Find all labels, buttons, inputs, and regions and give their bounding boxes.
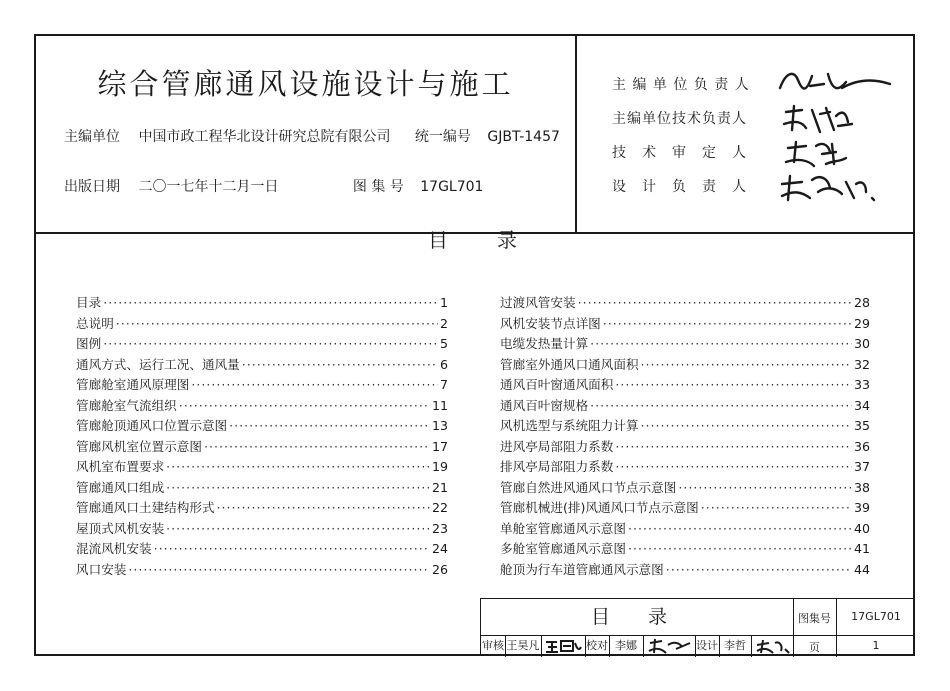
toc-left-column bbox=[76, 292, 448, 579]
toc-entry[interactable] bbox=[76, 354, 448, 375]
toc-leader-dots bbox=[641, 357, 852, 372]
date-label: 出版日期 bbox=[64, 179, 120, 195]
signoff-row bbox=[481, 635, 793, 657]
toc-entry-title: 目录 bbox=[76, 295, 102, 310]
toc-entry-title: 总说明 bbox=[76, 315, 114, 331]
org-label: 主编单位 bbox=[64, 129, 120, 145]
toc-entry-title: 管廊舱顶通风口位置示意图 bbox=[76, 418, 228, 433]
org-value: 中国市政工程华北设计研究总院有限公司 bbox=[138, 129, 391, 145]
review-label: 审核 bbox=[481, 635, 506, 657]
toc-entry[interactable] bbox=[76, 374, 448, 395]
toc-entry-title: 进风亭局部阻力系数 bbox=[500, 438, 614, 454]
toc-entry-title: 舱顶为行车道管廊通风示意图 bbox=[500, 561, 664, 577]
toc-entry-title: 风机安装节点详图 bbox=[500, 315, 601, 331]
toc-entry-page: 34 bbox=[853, 397, 870, 413]
toc-entry[interactable] bbox=[500, 456, 870, 477]
toc-leader-dots bbox=[603, 316, 852, 331]
review-name: 王昊凡 bbox=[505, 635, 542, 657]
toc-entry-title: 管廊机械进(排)风通风口节点示意图 bbox=[500, 500, 699, 515]
toc-leader-dots bbox=[242, 357, 438, 372]
toc-entry[interactable] bbox=[500, 292, 870, 313]
toc-leader-dots bbox=[578, 295, 852, 310]
toc-leader-dots bbox=[128, 562, 430, 577]
toc-entry-title: 管廊风机室位置示意图 bbox=[76, 438, 202, 454]
toc-leader-dots bbox=[628, 541, 852, 556]
toc-leader-dots bbox=[641, 418, 852, 433]
toc-leader-dots bbox=[628, 521, 852, 536]
toc-entry-title: 排风亭局部阻力系数 bbox=[500, 459, 614, 474]
toc-entry-page: 32 bbox=[853, 356, 870, 372]
design-signature bbox=[751, 635, 793, 657]
atlas-label: 图 集 号 bbox=[352, 179, 404, 195]
toc-entry-title: 风机室布置要求 bbox=[76, 459, 165, 474]
responsibility-2: 主编单位技术负责人 bbox=[612, 111, 747, 127]
toc-leader-dots bbox=[179, 398, 430, 413]
toc-entry-title: 混流风机安装 bbox=[76, 541, 152, 556]
toc-entry[interactable] bbox=[500, 436, 870, 457]
toc-entry[interactable] bbox=[76, 456, 448, 477]
toc-entry-title: 管廊舱室气流组织 bbox=[76, 397, 177, 413]
toc-leader-dots bbox=[615, 439, 852, 454]
review-signature bbox=[541, 635, 586, 657]
toc-entry[interactable] bbox=[76, 477, 448, 498]
toc-entry-title: 多舱室管廊通风示意图 bbox=[500, 541, 626, 556]
toc-entry[interactable] bbox=[500, 559, 870, 580]
toc-entry[interactable] bbox=[500, 538, 870, 559]
code-value: GJBT-1457 bbox=[487, 129, 560, 145]
responsibility-1: 主 编 单 位 负 责 人 bbox=[612, 77, 750, 93]
signature-3 bbox=[776, 136, 896, 170]
toc-entry[interactable] bbox=[76, 415, 448, 436]
toc-entry-page: 24 bbox=[431, 541, 448, 556]
toc-entry[interactable] bbox=[76, 538, 448, 559]
title-block bbox=[480, 598, 915, 656]
toc-leader-dots bbox=[116, 316, 438, 331]
toc-entry[interactable] bbox=[500, 374, 870, 395]
toc-entry-title: 管廊自然进风通风口节点示意图 bbox=[500, 479, 677, 495]
toc-entry[interactable] bbox=[500, 415, 870, 436]
toc-leader-dots bbox=[615, 377, 852, 392]
toc-leader-dots bbox=[166, 480, 430, 495]
toc-entry-page: 23 bbox=[431, 520, 448, 536]
toc-leader-dots bbox=[191, 377, 438, 392]
toc-entry-page: 5 bbox=[439, 336, 448, 351]
toc-entry-page: 40 bbox=[853, 520, 870, 536]
toc-entry[interactable] bbox=[76, 333, 448, 354]
toc-entry[interactable] bbox=[500, 518, 870, 539]
toc-entry-title: 通风方式、运行工况、通风量 bbox=[76, 356, 240, 372]
toc-entry-page: 33 bbox=[853, 377, 870, 392]
toc-leader-dots bbox=[217, 500, 430, 515]
toc-leader-dots bbox=[666, 562, 852, 577]
toc-entry-page: 21 bbox=[431, 479, 448, 495]
toc-entry[interactable] bbox=[500, 333, 870, 354]
toc-entry[interactable] bbox=[500, 395, 870, 416]
toc-entry-page: 7 bbox=[439, 377, 448, 392]
toc-entry-page: 22 bbox=[431, 500, 448, 515]
toc-leader-dots bbox=[103, 336, 438, 351]
toc-right-column bbox=[500, 292, 870, 579]
toc-leader-dots bbox=[103, 295, 438, 310]
header-divider bbox=[36, 232, 913, 234]
toc-entry-page: 44 bbox=[853, 561, 870, 577]
title-block-atlas-value: 17GL701 bbox=[851, 610, 901, 623]
title-block-name: 目 录 bbox=[590, 606, 684, 628]
toc-entry-title: 电缆发热量计算 bbox=[500, 336, 589, 351]
title-block-page-value: 1 bbox=[872, 639, 880, 652]
toc-entry[interactable] bbox=[76, 518, 448, 539]
toc-leader-dots bbox=[166, 459, 430, 474]
toc-entry-page: 30 bbox=[853, 336, 870, 351]
toc-entry-page: 35 bbox=[853, 418, 870, 433]
toc-entry-page: 13 bbox=[431, 418, 448, 433]
check-signature bbox=[643, 635, 696, 657]
toc-entry[interactable] bbox=[76, 313, 448, 334]
design-label: 设计 bbox=[695, 635, 720, 657]
responsibility-3: 技 术 审 定 人 bbox=[612, 145, 747, 161]
toc-title-left: 目 bbox=[428, 228, 448, 252]
toc-entry-title: 通风百叶窗通风面积 bbox=[500, 377, 614, 392]
toc-title-right: 录 bbox=[497, 228, 517, 252]
toc-entry-page: 36 bbox=[853, 438, 870, 454]
toc-entry-page: 11 bbox=[431, 397, 448, 413]
header-vertical-divider bbox=[575, 36, 577, 232]
toc-entry[interactable] bbox=[76, 436, 448, 457]
toc-entry-page: 1 bbox=[439, 295, 448, 310]
toc-entry-title: 图例 bbox=[76, 336, 102, 351]
toc-entry-page: 26 bbox=[431, 561, 448, 577]
org-row bbox=[64, 126, 560, 146]
responsibility-4: 设 计 负 责 人 bbox=[612, 179, 747, 195]
check-label: 校对 bbox=[585, 635, 610, 657]
toc-entry-title: 通风百叶窗规格 bbox=[500, 397, 589, 413]
toc-entry-page: 2 bbox=[439, 315, 448, 331]
title-block-atlas-label: 图集号 bbox=[798, 612, 831, 625]
toc-leader-dots bbox=[615, 459, 852, 474]
date-value: 二〇一七年十二月一日 bbox=[138, 179, 279, 195]
code-label: 统一编号 bbox=[414, 129, 471, 145]
toc-leader-dots bbox=[154, 541, 430, 556]
toc-entry-title: 屋顶式风机安装 bbox=[76, 520, 165, 536]
toc-leader-dots bbox=[166, 521, 430, 536]
signature-2 bbox=[776, 102, 896, 136]
signature-1 bbox=[776, 66, 896, 100]
toc-entry-title: 风机选型与系统阻力计算 bbox=[500, 418, 639, 433]
toc-entry-title: 管廊舱室通风原理图 bbox=[76, 377, 190, 392]
toc-entry-title: 过渡风管安装 bbox=[500, 295, 576, 310]
toc-entry-page: 19 bbox=[431, 459, 448, 474]
check-name: 李娜 bbox=[609, 635, 644, 657]
toc-entry-title: 风口安装 bbox=[76, 561, 127, 577]
date-row bbox=[64, 176, 483, 196]
toc-entry[interactable] bbox=[76, 292, 448, 313]
toc-leader-dots bbox=[229, 418, 430, 433]
toc-entry-title: 管廊室外通风口通风面积 bbox=[500, 356, 639, 372]
toc-entry[interactable] bbox=[76, 559, 448, 580]
toc-entry-page: 29 bbox=[853, 315, 870, 331]
toc-leader-dots bbox=[678, 480, 852, 495]
toc-entry-title: 管廊通风口组成 bbox=[76, 479, 165, 495]
toc-entry[interactable] bbox=[500, 313, 870, 334]
title-block-page-label: 页 bbox=[809, 641, 820, 654]
toc-entry-page: 39 bbox=[853, 500, 870, 515]
design-name: 李哲 bbox=[719, 635, 752, 657]
toc-entry[interactable] bbox=[76, 395, 448, 416]
toc-entry-page: 38 bbox=[853, 479, 870, 495]
toc-entry[interactable] bbox=[500, 354, 870, 375]
toc-entry[interactable] bbox=[500, 477, 870, 498]
toc-entry-page: 17 bbox=[431, 438, 448, 454]
toc-entry[interactable] bbox=[500, 497, 870, 518]
toc-entry-title: 管廊通风口土建结构形式 bbox=[76, 500, 215, 515]
atlas-value: 17GL701 bbox=[420, 179, 484, 195]
atlas-title: 综合管廊通风设施设计与施工 bbox=[97, 67, 514, 101]
toc-entry[interactable] bbox=[76, 497, 448, 518]
toc-entry-page: 41 bbox=[853, 541, 870, 556]
toc-entry-page: 6 bbox=[439, 356, 448, 372]
toc-entry-page: 28 bbox=[853, 295, 870, 310]
toc-leader-dots bbox=[590, 336, 852, 351]
toc-leader-dots bbox=[701, 500, 852, 515]
signature-4 bbox=[776, 170, 896, 204]
toc-leader-dots bbox=[590, 398, 852, 413]
toc-leader-dots bbox=[204, 439, 430, 454]
toc-entry-page: 37 bbox=[853, 459, 870, 474]
toc-entry-title: 单舱室管廊通风示意图 bbox=[500, 520, 626, 536]
